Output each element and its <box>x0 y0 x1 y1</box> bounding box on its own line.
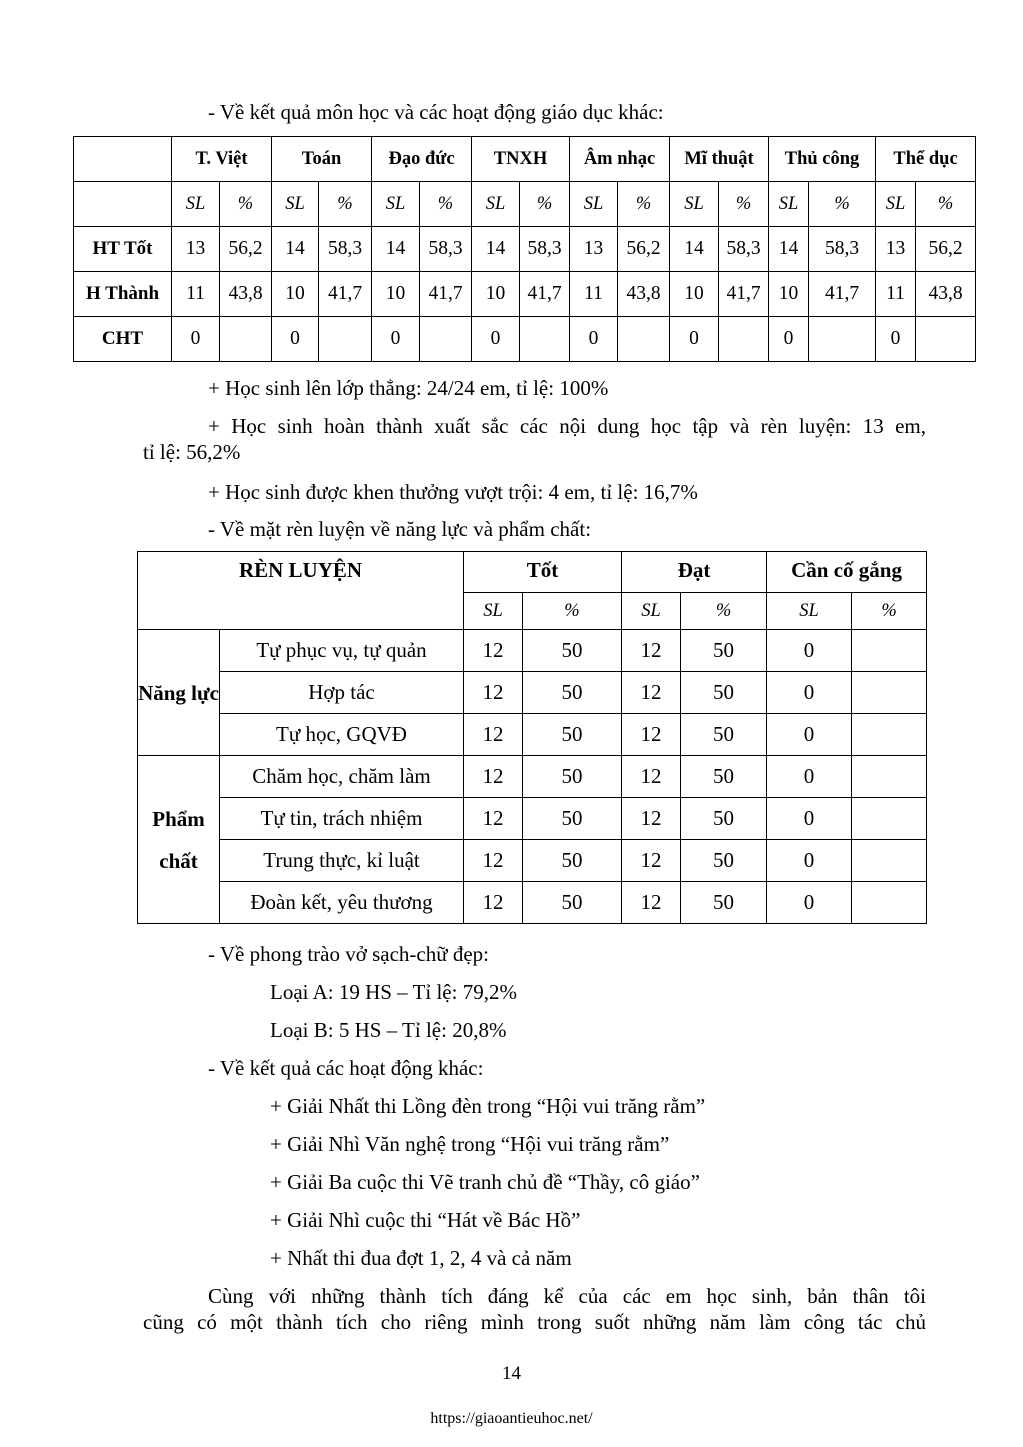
table-cell: 50 <box>681 756 767 798</box>
table-cell: 12 <box>464 840 523 882</box>
activity-item: + Nhất thi đua đợt 1, 2, 4 và cả năm <box>270 1246 572 1270</box>
training-results-table <box>137 551 927 924</box>
table-cell: 14 <box>670 227 719 272</box>
criterion-label: Tự phục vụ, tự quản <box>220 630 464 672</box>
activity-item: + Giải Nhì Văn nghệ trong “Hội vui trăng rằm” <box>270 1132 670 1156</box>
stat-excellent <box>143 413 926 465</box>
table-cell: 50 <box>681 840 767 882</box>
table-cell <box>852 756 927 798</box>
table-cell: 12 <box>464 672 523 714</box>
table-cell <box>809 317 876 362</box>
table-cell: 13 <box>172 227 220 272</box>
table-cell: 0 <box>272 317 319 362</box>
table-cell <box>852 672 927 714</box>
table-cell: 0 <box>767 882 852 924</box>
table-cell: 58,3 <box>319 227 372 272</box>
row-label: CHT <box>74 317 172 362</box>
closing-line1: Cùng với những thành tích đáng kể của các em học sinh, bản thân tôi <box>208 1284 926 1308</box>
table-cell: 50 <box>681 630 767 672</box>
table-cell <box>852 798 927 840</box>
sl-header: SL <box>876 182 916 227</box>
criterion-label: Trung thực, kỉ luật <box>220 840 464 882</box>
stat-promoted: + Học sinh lên lớp thẳng: 24/24 em, tỉ lệ: 100% <box>208 376 609 400</box>
pct-header: % <box>719 182 769 227</box>
table-cell: 13 <box>570 227 618 272</box>
sl-header: SL <box>570 182 618 227</box>
table-cell: 50 <box>523 840 622 882</box>
table-cell: 10 <box>670 272 719 317</box>
training-main-header: RÈN LUYỆN <box>138 552 464 630</box>
table-cell: 43,8 <box>220 272 272 317</box>
table-cell: 43,8 <box>618 272 670 317</box>
table-cell: 56,2 <box>618 227 670 272</box>
table-row <box>74 317 976 362</box>
subject-header: Mĩ thuật <box>670 137 769 182</box>
pct-header: % <box>916 182 976 227</box>
table-cell: 12 <box>622 714 681 756</box>
table-cell: 43,8 <box>916 272 976 317</box>
corner-cell <box>74 137 172 182</box>
table-cell: 10 <box>372 272 420 317</box>
table-cell: 14 <box>372 227 420 272</box>
table-row <box>138 714 927 756</box>
table-cell: 0 <box>767 672 852 714</box>
table-cell <box>220 317 272 362</box>
pct-header: % <box>852 593 927 630</box>
table-cell: 12 <box>622 756 681 798</box>
table-cell: 12 <box>622 840 681 882</box>
subjects-results-table <box>73 136 976 362</box>
table-row <box>138 798 927 840</box>
table-cell <box>852 714 927 756</box>
sl-header: SL <box>372 182 420 227</box>
table-cell: 12 <box>622 630 681 672</box>
table-cell: 0 <box>670 317 719 362</box>
table-row <box>138 882 927 924</box>
table-cell: 0 <box>472 317 520 362</box>
activity-item: + Giải Nhì cuộc thi “Hát về Bác Hồ” <box>270 1208 581 1232</box>
subject-header: Toán <box>272 137 372 182</box>
subject-header: Đạo đức <box>372 137 472 182</box>
table-cell: 58,3 <box>520 227 570 272</box>
subject-header: Thủ công <box>769 137 876 182</box>
table-cell: 50 <box>523 672 622 714</box>
subject-header: Thể dục <box>876 137 976 182</box>
table-cell: 11 <box>570 272 618 317</box>
subjects-header-row <box>74 137 976 182</box>
criterion-label: Tự học, GQVĐ <box>220 714 464 756</box>
table-cell: 12 <box>622 798 681 840</box>
table-row <box>138 756 927 798</box>
table-cell: 0 <box>767 630 852 672</box>
table-cell: 12 <box>622 672 681 714</box>
table-cell: 0 <box>767 756 852 798</box>
closing-line2: cũng có một thành tích cho riêng mình trong suốt những năm làm công tác chủ <box>143 1310 926 1334</box>
table-cell: 11 <box>876 272 916 317</box>
stat-excellent-line2: tỉ lệ: 56,2% <box>143 440 241 464</box>
table-cell: 12 <box>464 798 523 840</box>
notebook-type-a: Loại A: 19 HS – Tỉ lệ: 79,2% <box>270 980 517 1004</box>
table-cell: 0 <box>172 317 220 362</box>
activity-item: + Giải Nhất thi Lồng đèn trong “Hội vui trăng rằm” <box>270 1094 706 1118</box>
notebook-type-b: Loại B: 5 HS – Tỉ lệ: 20,8% <box>270 1018 507 1042</box>
table-cell: 0 <box>767 798 852 840</box>
pct-header: % <box>319 182 372 227</box>
table-cell: 50 <box>523 798 622 840</box>
table-cell <box>852 630 927 672</box>
blank-cell <box>74 182 172 227</box>
level-header: Đạt <box>622 552 767 593</box>
table-cell: 50 <box>681 798 767 840</box>
table-cell: 10 <box>769 272 809 317</box>
table-cell: 50 <box>523 882 622 924</box>
notebook-heading: - Về phong trào vở sạch-chữ đẹp: <box>208 942 490 966</box>
stat-outstanding: + Học sinh được khen thưởng vượt trội: 4 em, tỉ lệ: 16,7% <box>208 480 698 504</box>
table-cell: 50 <box>681 672 767 714</box>
criterion-label: Tự tin, trách nhiệm <box>220 798 464 840</box>
table-cell: 12 <box>464 882 523 924</box>
sl-header: SL <box>272 182 319 227</box>
sl-header: SL <box>622 593 681 630</box>
subjects-subheader-row <box>74 182 976 227</box>
table-cell: 56,2 <box>916 227 976 272</box>
table-cell: 58,3 <box>719 227 769 272</box>
table-cell: 0 <box>876 317 916 362</box>
subject-header: Âm nhạc <box>570 137 670 182</box>
table-cell: 50 <box>681 714 767 756</box>
footer-url[interactable]: https://giaoantieuhoc.net/ <box>430 1410 593 1427</box>
table-row <box>138 840 927 882</box>
table-cell: 41,7 <box>319 272 372 317</box>
table-cell: 58,3 <box>809 227 876 272</box>
table-row <box>138 672 927 714</box>
training-header-row <box>138 552 927 593</box>
table-cell: 14 <box>472 227 520 272</box>
sl-header: SL <box>670 182 719 227</box>
table-cell <box>916 317 976 362</box>
table-cell: 12 <box>622 882 681 924</box>
table-cell: 0 <box>769 317 809 362</box>
table-cell <box>319 317 372 362</box>
group-label: Năng lực <box>138 630 220 756</box>
pct-header: % <box>523 593 622 630</box>
table-cell: 41,7 <box>420 272 472 317</box>
sl-header: SL <box>767 593 852 630</box>
table-cell: 10 <box>472 272 520 317</box>
subject-header: T. Việt <box>172 137 272 182</box>
table-cell: 14 <box>272 227 319 272</box>
table-cell: 10 <box>272 272 319 317</box>
table-cell: 14 <box>769 227 809 272</box>
table-row <box>74 272 976 317</box>
pct-header: % <box>618 182 670 227</box>
table-cell: 41,7 <box>809 272 876 317</box>
sl-header: SL <box>769 182 809 227</box>
subject-header: TNXH <box>472 137 570 182</box>
table-cell: 41,7 <box>520 272 570 317</box>
pct-header: % <box>220 182 272 227</box>
sl-header: SL <box>172 182 220 227</box>
table-cell: 12 <box>464 756 523 798</box>
criterion-label: Chăm học, chăm làm <box>220 756 464 798</box>
stat-excellent-line1: + Học sinh hoàn thành xuất sắc các nội dung học tập và rèn luyện: 13 em, <box>208 414 926 438</box>
table-cell <box>719 317 769 362</box>
subjects-intro: - Về kết quả môn học và các hoạt động giáo dục khác: <box>208 100 664 124</box>
table-cell: 56,2 <box>220 227 272 272</box>
row-label: HT Tốt <box>74 227 172 272</box>
group-label: Phẩm chất <box>138 756 220 924</box>
table-row <box>138 630 927 672</box>
pct-header: % <box>420 182 472 227</box>
table-cell <box>618 317 670 362</box>
training-intro: - Về mặt rèn luyện về năng lực và phẩm chất: <box>208 517 592 541</box>
table-cell: 0 <box>372 317 420 362</box>
table-cell: 0 <box>767 840 852 882</box>
table-cell: 50 <box>523 630 622 672</box>
table-cell: 0 <box>570 317 618 362</box>
table-cell: 41,7 <box>719 272 769 317</box>
table-cell <box>420 317 472 362</box>
pct-header: % <box>681 593 767 630</box>
sl-header: SL <box>464 593 523 630</box>
page-number: 14 <box>502 1363 521 1384</box>
pct-header: % <box>809 182 876 227</box>
table-cell: 12 <box>464 714 523 756</box>
other-activities-heading: - Về kết quả các hoạt động khác: <box>208 1056 484 1080</box>
table-cell: 50 <box>681 882 767 924</box>
table-cell <box>852 882 927 924</box>
table-cell: 11 <box>172 272 220 317</box>
table-cell: 50 <box>523 756 622 798</box>
table-cell: 50 <box>523 714 622 756</box>
criterion-label: Hợp tác <box>220 672 464 714</box>
table-cell <box>852 840 927 882</box>
table-cell: 0 <box>767 714 852 756</box>
table-cell: 58,3 <box>420 227 472 272</box>
row-label: H Thành <box>74 272 172 317</box>
table-cell <box>520 317 570 362</box>
closing-paragraph <box>143 1283 926 1335</box>
table-row <box>74 227 976 272</box>
level-header: Tốt <box>464 552 622 593</box>
sl-header: SL <box>472 182 520 227</box>
criterion-label: Đoàn kết, yêu thương <box>220 882 464 924</box>
level-header: Cần cố gắng <box>767 552 927 593</box>
pct-header: % <box>520 182 570 227</box>
activity-item: + Giải Ba cuộc thi Vẽ tranh chủ đề “Thầy, cô giáo” <box>270 1170 700 1194</box>
table-cell: 12 <box>464 630 523 672</box>
table-cell: 13 <box>876 227 916 272</box>
